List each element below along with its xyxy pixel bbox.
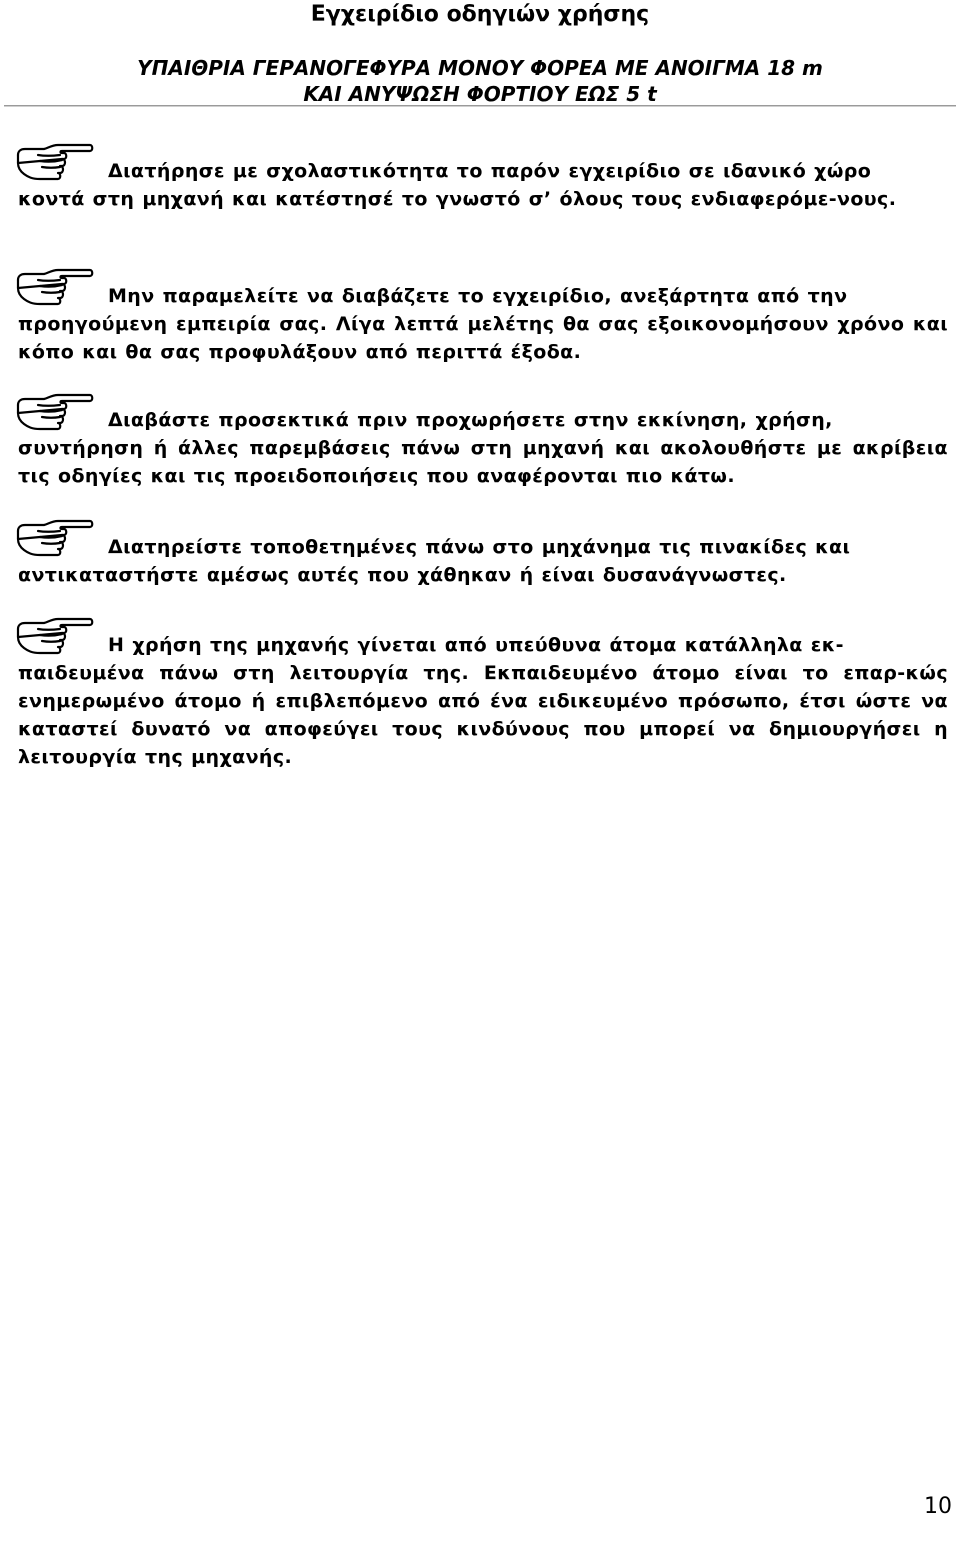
paragraph-5-line-1: Η χρήση της μηχανής γίνεται από υπεύθυνα άτομα κατάλληλα εκ-	[108, 634, 844, 656]
paragraph-4-line-1: Διατηρείστε τοποθετημένες πάνω στο μηχάνημα τις πινακίδες και	[108, 536, 851, 558]
paragraph-3-line-1: Διαβάστε προσεκτικά πριν προχωρήσετε στην εκκίνηση, χρήση,	[108, 409, 833, 431]
paragraph-4-rest: αντικαταστήστε αμέσως αυτές που χάθηκαν ή είναι δυσανάγνωστες.	[18, 564, 787, 586]
paragraph-5	[18, 631, 948, 771]
paragraph-1-line-1: Διατήρησε με σχολαστικότητα το παρόν εγχειρίδιο σε ιδανικό χώρο	[108, 160, 872, 182]
paragraph-1	[18, 157, 948, 213]
paragraph-1-rest: κοντά στη μηχανή και κατέστησέ το γνωστό σ’ όλους τους ενδιαφερόμε-νους.	[18, 188, 897, 210]
header-divider	[4, 105, 956, 107]
page-number: 10	[924, 1494, 952, 1519]
paragraph-5-rest: παιδευμένα πάνω στη λειτουργία της. Εκπαιδευμένο άτομο είναι το επαρ-κώς ενημερωμένο άτομο ή επιβλεπόμενο από ένα ειδικευμένο πρόσωπο, έτσι ώστε να καταστεί δυνατό να αποφεύγει τους κινδύνους που μπορεί να δημιουργήσει η λειτουργία της μηχανής.	[18, 662, 948, 768]
paragraph-3	[18, 406, 948, 490]
paragraph-2	[18, 282, 948, 366]
subtitle-line-1: ΥΠΑΙΘΡΙΑ ΓΕΡΑΝΟΓΕΦΥΡΑ ΜΟΝΟΥ ΦΟΡΕΑ ΜΕ ΑΝΟΙΓΜΑ 18 m	[137, 56, 823, 80]
paragraph-4	[18, 533, 948, 589]
subtitle-line-2: ΚΑΙ ΑΝΥΨΩΣΗ ΦΟΡΤΙΟΥ ΕΩΣ 5 t	[303, 82, 657, 106]
paragraph-2-line-1: Μην παραμελείτε να διαβάζετε το εγχειρίδιο, ανεξάρτητα από την	[108, 285, 848, 307]
document-subtitle	[0, 55, 960, 107]
paragraph-3-rest: συντήρηση ή άλλες παρεμβάσεις πάνω στη μηχανή και ακολουθήστε με ακρίβεια τις οδηγίες και τις προειδοποιήσεις που αναφέρονται πιο κάτω.	[18, 437, 948, 487]
document-title: Εγχειρίδιο οδηγιών χρήσης	[310, 2, 650, 27]
paragraph-2-rest: προηγούμενη εμπειρία σας. Λίγα λεπτά μελέτης θα σας εξοικονομήσουν χρόνο και κόπο και θα σας προφυλάξουν από περιττά έξοδα.	[18, 313, 948, 363]
